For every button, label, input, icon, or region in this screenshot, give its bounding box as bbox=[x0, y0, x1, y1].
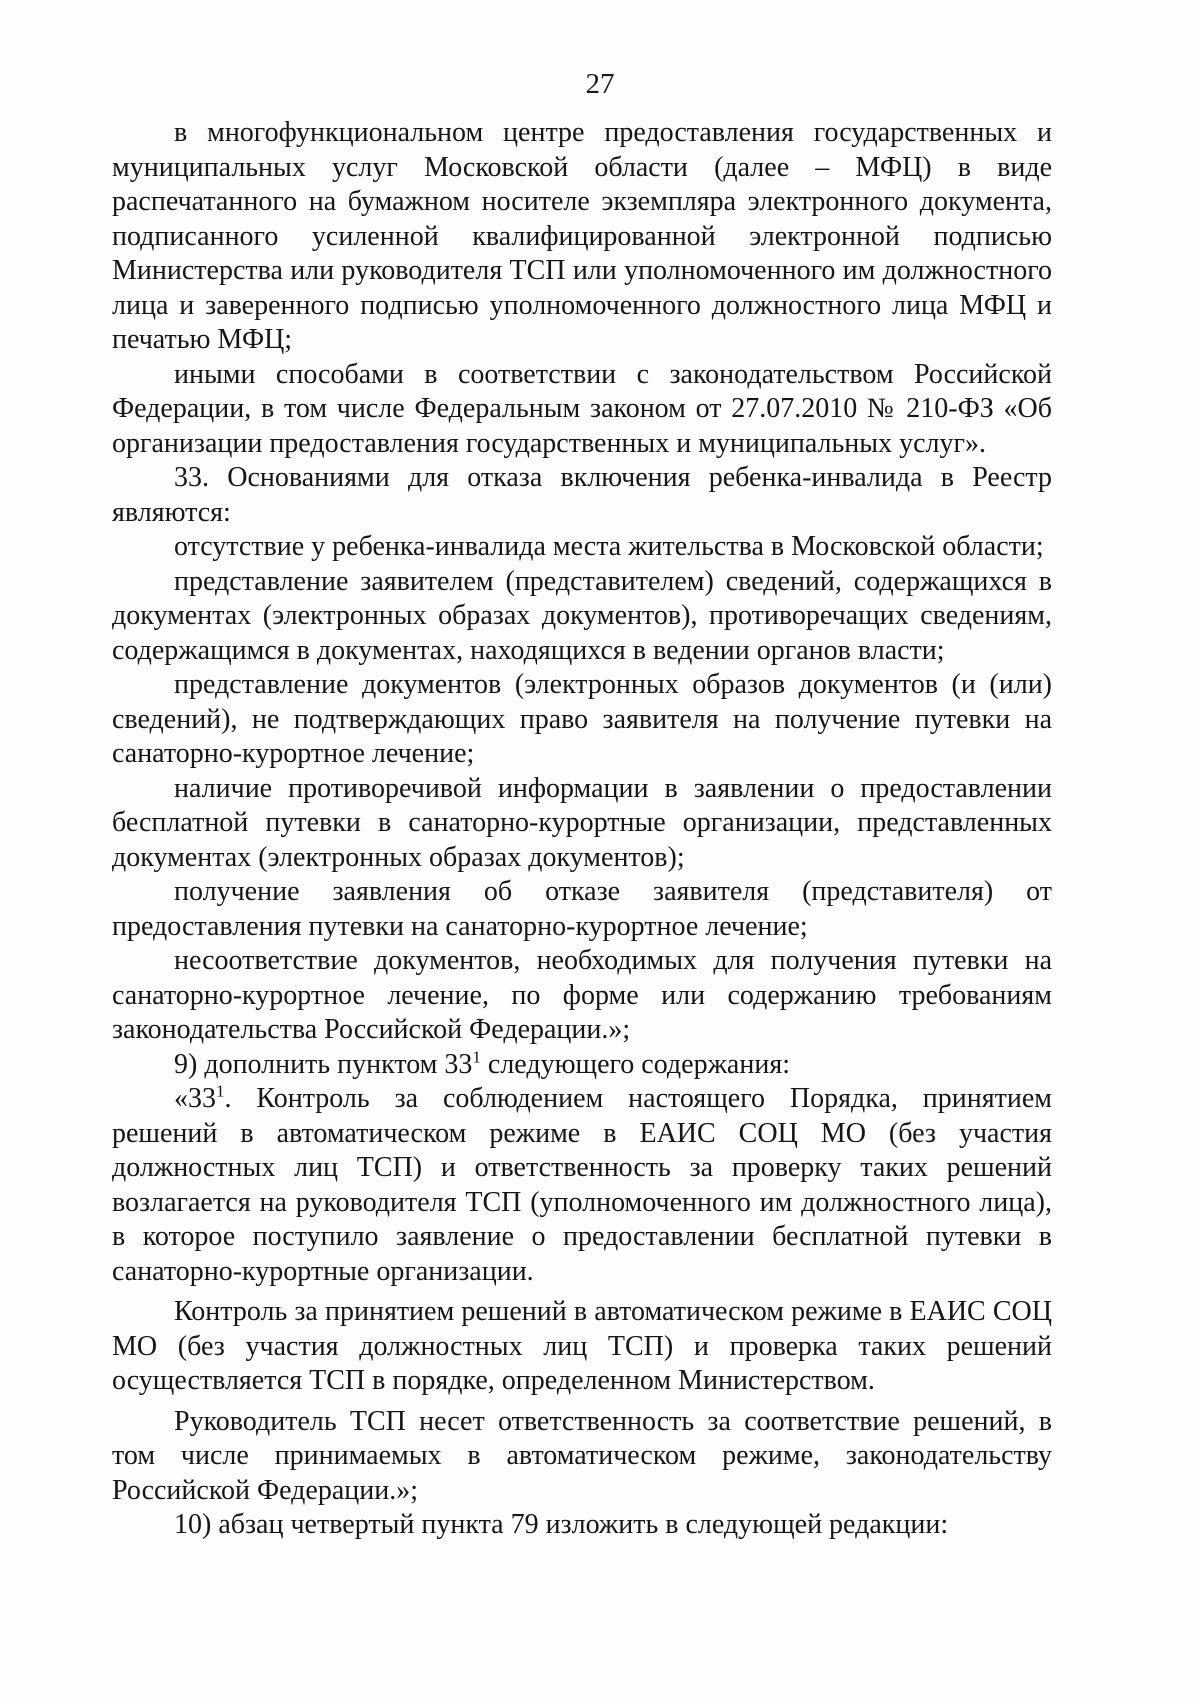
paragraph-other-methods: иными способами в соответствии с законодательством Российской Федерации, в том числе Федеральным законом от 27.07.2010 № 210-ФЗ «Об организации предоставления государственных и муниципальных услуг». bbox=[112, 358, 1052, 459]
paragraph-refusal-grounds: 33. Основаниями для отказа включения ребенка-инвалида в Реестр являются: bbox=[112, 462, 1052, 528]
paragraph-no-residence: отсутствие у ребенка-инвалида места жительства в Московской области; bbox=[174, 531, 1044, 562]
paragraph-mfc-delivery: в многофункциональном центре предоставления государственных и муниципальных услуг Московской области (далее – МФЦ) в виде распечатанного на бумажном носителе экземпляра электронного документа, подписанного усиленной квалифицированной электронной подписью Министерства или руководителя ТСП или уполномоченного им должностного лица и заверенного подписью уполномоченного должностного лица МФЦ и печатью МФЦ; bbox=[112, 117, 1052, 355]
paragraph-automatic-control: Контроль за принятием решений в автоматическом режиме в ЕАИС СОЦ МО (без участия должностных лиц ТСП) и проверка таких решений осуществляется ТСП в порядке, определенном Министерством. bbox=[112, 1296, 1052, 1396]
item-9-superscript: 1 bbox=[472, 1047, 481, 1067]
item-9-text-before: 9) дополнить пунктом 33 bbox=[174, 1048, 473, 1080]
paragraph-applicant-refusal: получение заявления об отказе заявителя (представителя) от предоставления путевки на санаторно-курортное лечение; bbox=[112, 876, 1052, 942]
page-number: 27 bbox=[585, 68, 615, 100]
paragraph-contradictory-application: наличие противоречивой информации в заявлении о предоставлении бесплатной путевки в санаторно-курортные организации, представленных документах (электронных образах документов); bbox=[112, 772, 1052, 873]
paragraph-nonconformity: несоответствие документов, необходимых для получения путевки на санаторно-курортное лечение, по форме или содержанию требованиям законодательства Российской Федерации.»; bbox=[112, 945, 1052, 1045]
paragraph-contradictory-info: представление заявителем (представителем) сведений, содержащихся в документах (электронных образах документов), противоречащих сведениям, содержащимся в документах, находящихся в ведении органов власти; bbox=[112, 565, 1052, 666]
section-33-1-text-before: «33 bbox=[174, 1083, 216, 1114]
paragraph-unconfirmed-documents: представление документов (электронных образов документов (и (или) сведений), не подтверждающих право заявителя на получение путевки на санаторно-курортное лечение; bbox=[112, 669, 1052, 769]
section-33-1-superscript: 1 bbox=[216, 1081, 225, 1101]
paragraph-head-responsibility: Руководитель ТСП несет ответственность за соответствие решений, в том числе принимаемых в автоматическом режиме, законодательству Российской Федерации.»; bbox=[112, 1405, 1052, 1506]
paragraph-item-9 bbox=[112, 1048, 1052, 1083]
section-33-1-text-after: . Контроль за соблюдением настоящего Порядка, принятием решений в автоматическом режиме в ЕАИС СОЦ МО (без участия должностных лиц ТСП) и ответственность за проверку таких решений возлагается на руководителя ТСП (уполномоченного им должностного лица), в которое поступило заявление о предоставлении бесплатной путевки в санаторно-курортные организации. bbox=[112, 1083, 1052, 1287]
document-body bbox=[112, 116, 1052, 1543]
paragraph-item-10: 10) абзац четвертый пункта 79 изложить в следующей редакции: bbox=[174, 1509, 949, 1540]
paragraph-33-1-control bbox=[112, 1082, 1052, 1289]
item-9-text-after: следующего содержания: bbox=[480, 1048, 790, 1080]
